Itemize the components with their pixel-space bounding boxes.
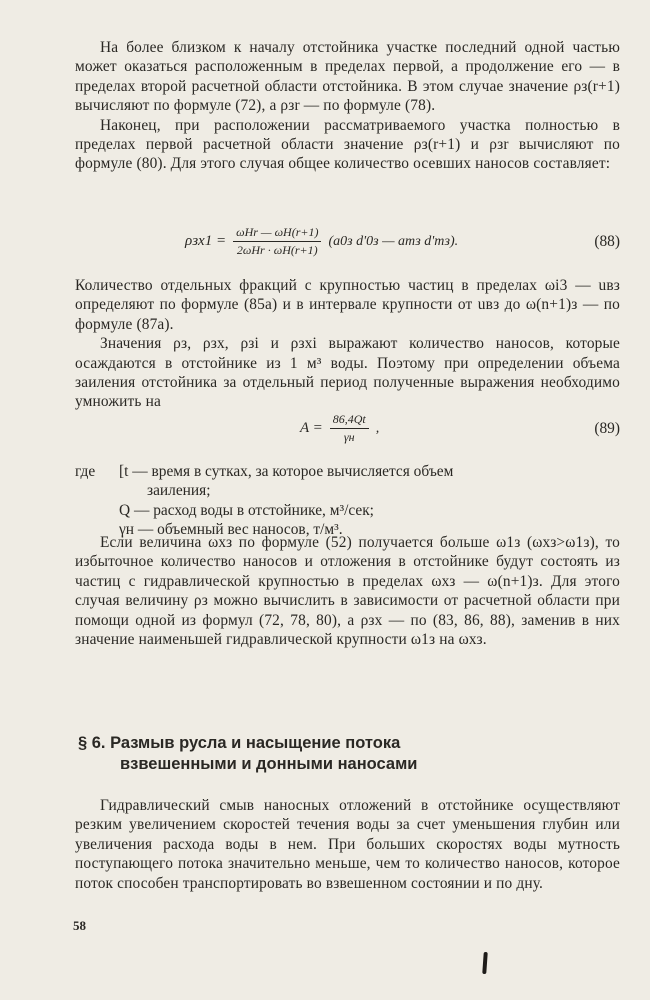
- formula-88-rhs: (a0з d'0з — aтз d'тз).: [328, 233, 459, 249]
- text-block-middle: [75, 276, 620, 412]
- formula-88-fraction: [233, 225, 321, 258]
- where-line-1: [t — время в сутках, за которое вычисляется объем: [119, 463, 454, 480]
- where-lead: где: [75, 463, 96, 480]
- paragraph-5: Если величина ωхз по формуле (52) получается больше ω1з (ωхз>ω1з), то избыточное количество наносов и отложения в отстойнике будут состоять из частиц с гидравлической крупностью в пределах ωхз — ω(n+1)з. Для этого случая величину ρз можно вычислить в зависимости от расчетной области при помощи одной из формул (72, 78, 80), а ρзх — по (83, 86, 88), заменив в них значение наименьшей гидравлической крупности ω1з на ωхз.: [75, 534, 620, 649]
- where-line-1b: заиления;: [147, 482, 211, 500]
- paragraph-3: Количество отдельных фракций с крупностью частиц в пределах ωi3 — uвз определяют по формуле (85а) и в интервале крупности от uвз до ω(n+1)з — по формуле (87а).: [75, 277, 620, 333]
- equation-number-89: (89): [594, 420, 620, 437]
- text-block-bottom: [75, 796, 620, 893]
- section-heading-line-1: § 6. Размыв русла и насыщение потока: [78, 734, 401, 752]
- section-heading-line-2: взвешенными и донными наносами: [120, 755, 418, 773]
- formula-88-denominator: 2ωHr · ωH(r+1): [236, 243, 318, 257]
- formula-89-lhs: A =: [300, 420, 323, 436]
- where-line-2: Q — расход воды в отстойнике, м³/сек;: [119, 501, 374, 519]
- formula-88-lhs: ρзх1 =: [185, 233, 227, 249]
- paragraph-4: Значения ρз, ρзх, ρзi и ρзхi выражают количество наносов, которые осаждаются в отстойнике из 1 м³ воды. Поэтому при определении объема заиления отстойника за отдельный период полученные выражения необходимо умножить на: [75, 335, 620, 411]
- text-block-lower: [75, 533, 620, 649]
- section-heading: [78, 733, 598, 775]
- equation-number-88: (88): [594, 233, 620, 250]
- formula-89-fraction: [330, 412, 369, 445]
- formula-89-denominator: γн: [343, 430, 355, 444]
- formula-89: [75, 412, 620, 452]
- paragraph-6: Гидравлический смыв наносных отложений в отстойнике осуществляют резким увеличением скоростей течения воды за счет уменьшения глубин или увеличения расхода воды в нем. При больших скоростях воды мутность поступающего потока значительно меньше, чем то количество наносов, которое поток способен транспортировать во взвешенном состоянии и по дну.: [75, 797, 620, 892]
- formula-89-rhs: ,: [375, 420, 380, 436]
- formula-88-numerator: ωHr — ωH(r+1): [233, 225, 321, 242]
- where-line-3: γн — объемный вес наносов, т/м³.: [119, 521, 343, 539]
- text-block-top: [75, 38, 620, 174]
- pen-mark: [482, 952, 488, 974]
- page-number: 58: [73, 918, 86, 933]
- paragraph-2: Наконец, при расположении рассматриваемого участка полностью в пределах первой расчетной области значение ρз(r+1) и ρзr вычисляют по формуле (80). Для этого случая общее количество осевших наносов составляет:: [75, 116, 620, 173]
- formula-88: [75, 225, 620, 265]
- formula-89-numerator: 86,4Qt: [330, 412, 369, 429]
- paragraph-1: На более близком к началу отстойника участке последний одной частью может оказаться расположенным в пределах первой, а продолжение его — в пределах второй расчетной области отстойника. В этом случае значение ρз(r+1) вычисляют по формуле (72), а ρзr — по формуле (78).: [75, 39, 620, 115]
- where-legend: [75, 462, 620, 540]
